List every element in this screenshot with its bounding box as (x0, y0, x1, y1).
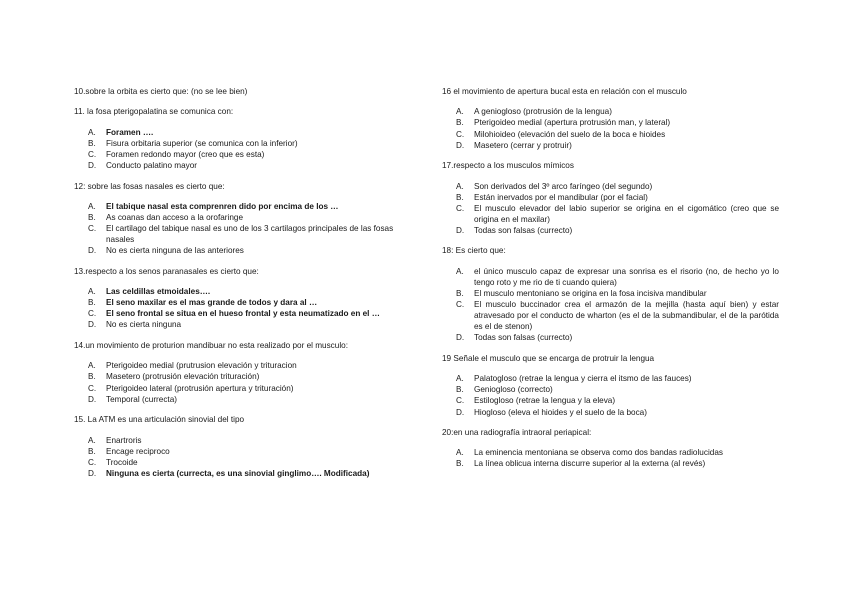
question-block (74, 181, 414, 257)
options-list (74, 286, 414, 330)
option-text: Milohioideo (elevación del suelo de la boca e hioides (474, 129, 666, 139)
option-letter: C. (88, 149, 97, 159)
option-text: Pterigoideo medial (apertura protrusión man, y lateral) (474, 118, 671, 128)
question-block (74, 340, 414, 405)
option-letter: B. (456, 459, 464, 469)
option-letter: C. (456, 396, 465, 406)
option-letter: B. (456, 192, 464, 202)
option-item (442, 447, 779, 458)
option-item (442, 117, 779, 128)
option-item (442, 181, 779, 192)
question-block (74, 106, 414, 171)
option-letter: D. (88, 320, 97, 330)
option-text: A geniogloso (protrusión de la lengua) (474, 107, 612, 117)
option-text: Temporal (currecta) (106, 394, 177, 404)
option-item (74, 127, 414, 138)
option-letter: D. (88, 394, 97, 404)
option-item (74, 371, 414, 382)
question-title: 11. la fosa pterigopalatina se comunica con: (74, 107, 234, 117)
option-text: Fisura orbitaria superior (se comunica con la inferior) (106, 138, 298, 148)
question-block (442, 353, 779, 418)
question-block (74, 414, 414, 479)
option-text: El musculo elevador del labio superior se origina en el cigomático (creo que se origina en el maxilar) (474, 203, 779, 224)
option-letter: D. (456, 140, 465, 150)
question-title: 10.sobre la orbita es cierto que: (no se lee bien) (74, 87, 248, 96)
option-text: Hiogloso (eleva el hioides y el suelo de la boca) (474, 407, 647, 417)
option-text: As coanas dan acceso a la orofaringe (106, 213, 244, 223)
option-letter: A. (456, 266, 464, 276)
options-list (442, 373, 779, 417)
option-item (442, 288, 779, 299)
option-item (74, 245, 414, 256)
question-title: 14.un movimiento de proturion mandibuar no esta realizado por el musculo: (74, 340, 348, 350)
option-text: Estilogloso (retrae la lengua y la eleva) (474, 396, 616, 406)
option-item (74, 468, 414, 479)
option-letter: C. (456, 300, 465, 310)
option-item (442, 458, 779, 469)
option-text: Son derivados del 3º arco faríngeo (del segundo) (474, 181, 653, 191)
option-letter: A. (88, 201, 96, 211)
option-text: El cartilago del tabique nasal es uno de los 3 cartilagos principales de las fosas nasales (106, 224, 394, 245)
question-title: 19 Señale el musculo que se encarga de protruir la lengua (442, 353, 655, 363)
option-text: Masetero (cerrar y protruir) (474, 140, 572, 150)
option-letter: C. (88, 383, 97, 393)
option-text: El seno frontal se situa en el hueso frontal y esta neumatizado en el … (106, 309, 380, 319)
option-letter: B. (88, 213, 96, 223)
options-list (74, 360, 414, 404)
option-item (74, 223, 414, 245)
option-text: La línea oblicua interna discurre superior al la externa (al revés) (474, 459, 706, 469)
options-list (442, 181, 779, 236)
options-list (442, 447, 779, 469)
option-letter: B. (456, 288, 464, 298)
option-text: Foramen redondo mayor (creo que es esta) (106, 149, 265, 159)
option-letter: B. (88, 138, 96, 148)
option-item (74, 308, 414, 319)
option-text: Pterigoideo medial (prutrusion elevación y trituracion (106, 361, 297, 371)
option-text: Masetero (protrusión elevación trituración) (106, 372, 260, 382)
option-letter: B. (88, 298, 96, 308)
option-letter: C. (456, 129, 465, 139)
question-block (442, 86, 779, 151)
option-item (442, 384, 779, 395)
option-letter: A. (456, 107, 464, 117)
option-text: Están inervados por el mandibular (por el facial) (474, 192, 648, 202)
option-letter: C. (88, 309, 97, 319)
option-letter: D. (88, 161, 97, 171)
option-item (74, 160, 414, 171)
option-text: Foramen …. (106, 127, 154, 137)
option-item (74, 383, 414, 394)
option-item (442, 129, 779, 140)
question-title: 17.respecto a los musculos mímicos (442, 161, 574, 171)
option-letter: A. (456, 181, 464, 191)
option-text: Palatogloso (retrae la lengua y cierra el itsmo de las fauces) (474, 374, 692, 384)
option-item (74, 212, 414, 223)
option-letter: B. (456, 118, 464, 128)
option-letter: B. (456, 385, 464, 395)
option-text: No es cierta ninguna (106, 320, 182, 330)
option-item (74, 360, 414, 371)
option-item (442, 203, 779, 225)
option-letter: D. (456, 407, 465, 417)
option-item (74, 297, 414, 308)
option-item (74, 457, 414, 468)
option-letter: C. (456, 203, 465, 213)
options-list (442, 266, 779, 344)
option-letter: B. (88, 372, 96, 382)
option-text: Ninguna es cierta (currecta, es una sinovial ginglimo…. Modificada) (106, 468, 370, 478)
option-text: Todas son falsas (currecto) (474, 225, 573, 235)
option-item (442, 192, 779, 203)
option-text: el único musculo capaz de expresar una sonrisa es el risorio (no, de hecho yo lo tengo roto y me rio de ti cuando quiera) (474, 266, 779, 287)
option-text: No es cierta ninguna de las anteriores (106, 246, 244, 256)
option-text: Encage reciproco (106, 446, 170, 456)
option-letter: A. (88, 361, 96, 371)
option-item (442, 332, 779, 343)
left-column (74, 86, 414, 488)
option-text: El seno maxilar es el mas grande de todos y dara al … (106, 298, 318, 308)
option-item (442, 140, 779, 151)
option-item (442, 407, 779, 418)
option-item (74, 138, 414, 149)
option-letter: D. (88, 468, 97, 478)
option-text: El tabique nasal esta comprenren dido por encima de los … (106, 201, 339, 211)
option-text: Trocoide (106, 457, 138, 467)
option-item (74, 286, 414, 297)
option-item (442, 299, 779, 332)
right-column (442, 86, 779, 479)
question-block (442, 427, 779, 470)
options-list (74, 127, 414, 171)
option-letter: A. (456, 374, 464, 384)
question-title: 15. La ATM es una articulación sinovial del tipo (74, 415, 245, 425)
option-text: Conducto palatino mayor (106, 161, 198, 171)
option-letter: A. (88, 287, 96, 297)
option-text: Las celdillas etmoidales…. (106, 287, 211, 297)
option-item (74, 149, 414, 160)
option-item (442, 225, 779, 236)
question-block (442, 245, 779, 343)
option-letter: B. (88, 446, 96, 456)
question-block (442, 160, 779, 236)
question-title: 12: sobre las fosas nasales es cierto que: (74, 181, 225, 191)
option-text: El musculo mentoniano se origina en la fosa incisiva mandibular (474, 288, 707, 298)
option-text: Todas son falsas (currecto) (474, 333, 573, 343)
option-letter: C. (88, 457, 97, 467)
question-block (74, 266, 414, 331)
options-list (74, 201, 414, 256)
options-list (74, 435, 414, 479)
option-letter: D. (456, 225, 465, 235)
option-item (442, 395, 779, 406)
option-text: Pterigoideo lateral (protrusión apertura y trituración) (106, 383, 294, 393)
option-letter: A. (88, 127, 96, 137)
question-block (74, 86, 414, 97)
option-item (74, 394, 414, 405)
option-item (74, 319, 414, 330)
option-item (442, 106, 779, 117)
question-title: 16 el movimiento de apertura bucal esta en relación con el musculo (442, 87, 687, 96)
option-letter: D. (456, 333, 465, 343)
question-title: 20:en una radiografía intraoral periapical: (442, 428, 592, 437)
option-letter: A. (88, 435, 96, 445)
option-text: La eminencia mentoniana se observa como dos bandas radiolucidas (474, 448, 723, 458)
option-letter: C. (88, 224, 97, 234)
option-letter: D. (88, 246, 97, 256)
option-item (74, 435, 414, 446)
option-text: El musculo buccinador crea el armazón de la mejilla (hasta aquí bien) y estar atravesado por el conducto de wharton (es el de la submandibular, el de la parótida es el de stenon) (474, 300, 779, 332)
option-letter: A. (456, 448, 464, 458)
question-title: 13.respecto a los senos paranasales es cierto que: (74, 266, 259, 276)
question-title: 18: Es cierto que: (442, 246, 506, 256)
option-item (74, 446, 414, 457)
option-text: Geniogloso (correcto) (474, 385, 553, 395)
option-item (442, 373, 779, 384)
option-item (442, 266, 779, 288)
options-list (442, 106, 779, 150)
option-item (74, 201, 414, 212)
option-text: Enartroris (106, 435, 142, 445)
